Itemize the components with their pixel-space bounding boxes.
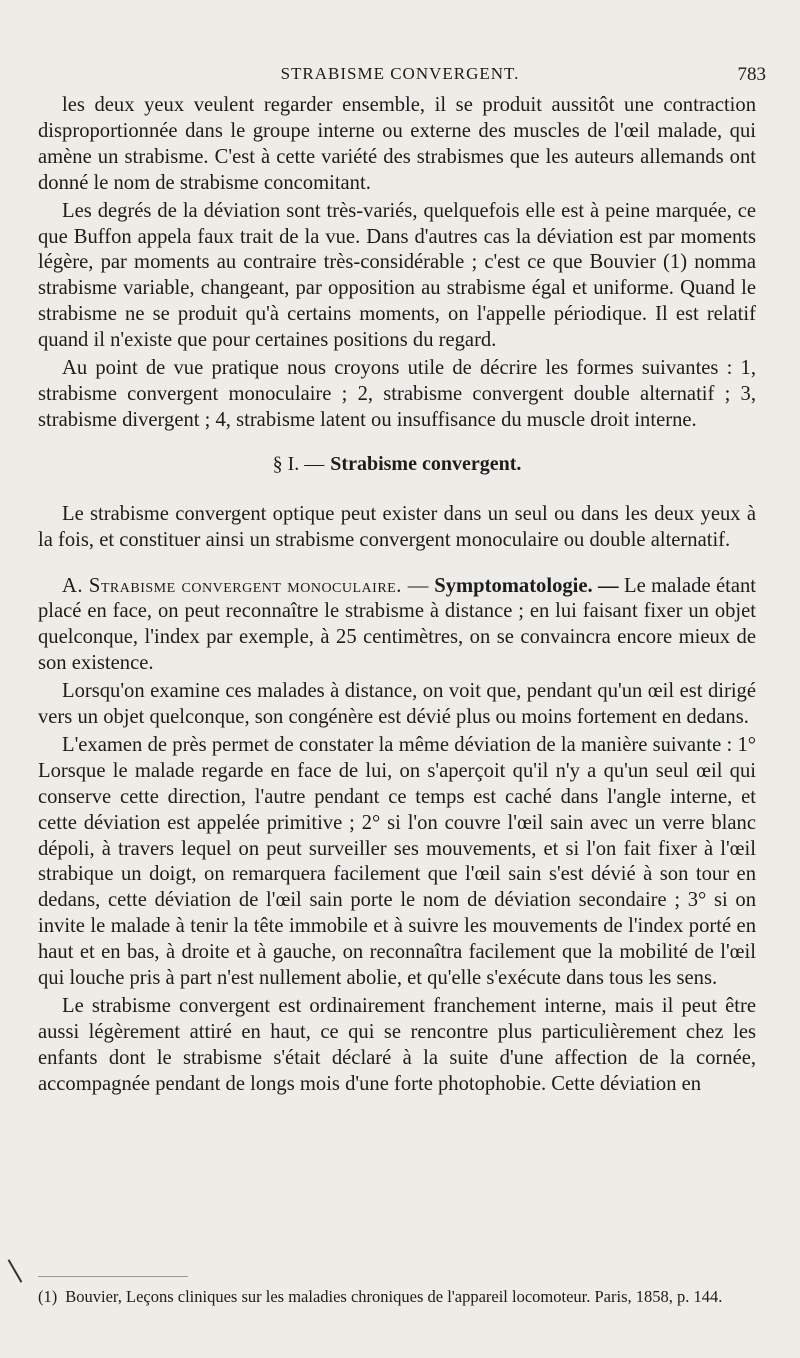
paragraph: Les degrés de la déviation sont très-variés, quelquefois elle est à peine marquée, ce que Buffon appela faux trait de la vue. Dans d'autres cas la déviation est par moments légère, par moments au contraire très-considérable ; c'est ce que Bouvier (1) nomma strabisme variable, changeant, par opposition au strabisme égal et uniforme. Quand le strabisme ne se produit qu'à certains moments, on l'appelle périodique. Il est relatif quand il n'existe que pour certaines positions du regard. <box>38 199 756 352</box>
running-title: STRABISME CONVERGENT. <box>280 64 520 83</box>
section-heading <box>38 452 756 478</box>
paragraph: L'examen de près permet de constater la même déviation de la manière suivante : 1° Lorsque le malade regarde en face de lui, on s'aperçoit qu'il n'y a qu'un seul œil qui conserve cette direction, l'autre pendant ce temps est caché dans l'angle interne, et cette déviation est appelée primitive ; 2° si l'on couvre l'œil sain avec un verre blanc dépoli, à travers lequel on peut surveiller ses mouvements, et si l'on fait fixer à l'œil strabique un doigt, on remarquera facilement que l'œil sain s'est dévié à son tour en dedans, cette déviation de l'œil sain porte le nom de déviation secondaire ; 3° si on invite le malade à tenir la tête immobile et à suivre les mouvements de l'index porté en haut et en bas, à droite et à gauche, on reconnaîtra facilement que la mobilité de l'œil qui louche pris à part n'est nullement abolie, et qu'elle s'exécute dans tous les sens. <box>38 733 756 990</box>
paragraph: Lorsqu'on examine ces malades à distance, on voit que, pendant qu'un œil est dirigé vers un objet quelconque, son congénère est dévié plus ou moins fortement en dedans. <box>38 680 756 729</box>
section-title: Strabisme convergent. <box>330 452 522 475</box>
running-head <box>34 64 766 90</box>
page-number: 783 <box>737 64 766 85</box>
footnote-divider <box>38 1276 188 1277</box>
subsection-topic: Symptomatologie. — <box>434 574 619 597</box>
paragraph: les deux yeux veulent regarder ensemble, il se produit aussitôt une contraction disproportionnée dans le groupe interne ou externe des muscles de l'œil malade, qui amène un strabisme. C'est à cette variété des strabismes que les auteurs allemands ont donné le nom de strabisme concomitant. <box>38 94 756 194</box>
subsection-label: A. Strabisme convergent monoculaire. — <box>62 574 429 597</box>
footnote-number: (1) <box>38 1287 58 1306</box>
section-mark: § I. — <box>272 452 325 475</box>
paragraph: Au point de vue pratique nous croyons utile de décrire les formes suivantes : 1, strabisme convergent monoculaire ; 2, strabisme convergent double alternatif ; 3, strabisme divergent ; 4, strabisme latent ou insuffisance du muscle droit interne. <box>38 357 756 431</box>
ink-mark <box>8 1259 23 1283</box>
subsection-paragraph <box>38 574 756 678</box>
body-text <box>38 93 756 1100</box>
footnote-text: Bouvier, Leçons cliniques sur les maladies chroniques de l'appareil locomoteur. Paris, 1858, p. 144. <box>65 1287 723 1306</box>
subsection-text: Le malade étant placé en face, on peut reconnaître le strabisme à distance ; en lui faisant fixer un objet quelconque, l'index par exemple, à 25 centimètres, on se convaincra encore mieux de son existence. <box>38 574 757 675</box>
footnote <box>38 1286 756 1308</box>
paragraph: Le strabisme convergent est ordinairement franchement interne, mais il peut être aussi légèrement attiré en haut, ce qui se rencontre plus particulièrement chez les enfants dont le strabisme s'était déclaré à la suite d'une affection de la cornée, accompagnée pendant de longs mois d'une forte photophobie. Cette déviation en <box>38 995 756 1095</box>
paragraph: Le strabisme convergent optique peut exister dans un seul ou dans les deux yeux à la fois, et constituer ainsi un strabisme convergent monoculaire ou double alternatif. <box>38 502 756 551</box>
